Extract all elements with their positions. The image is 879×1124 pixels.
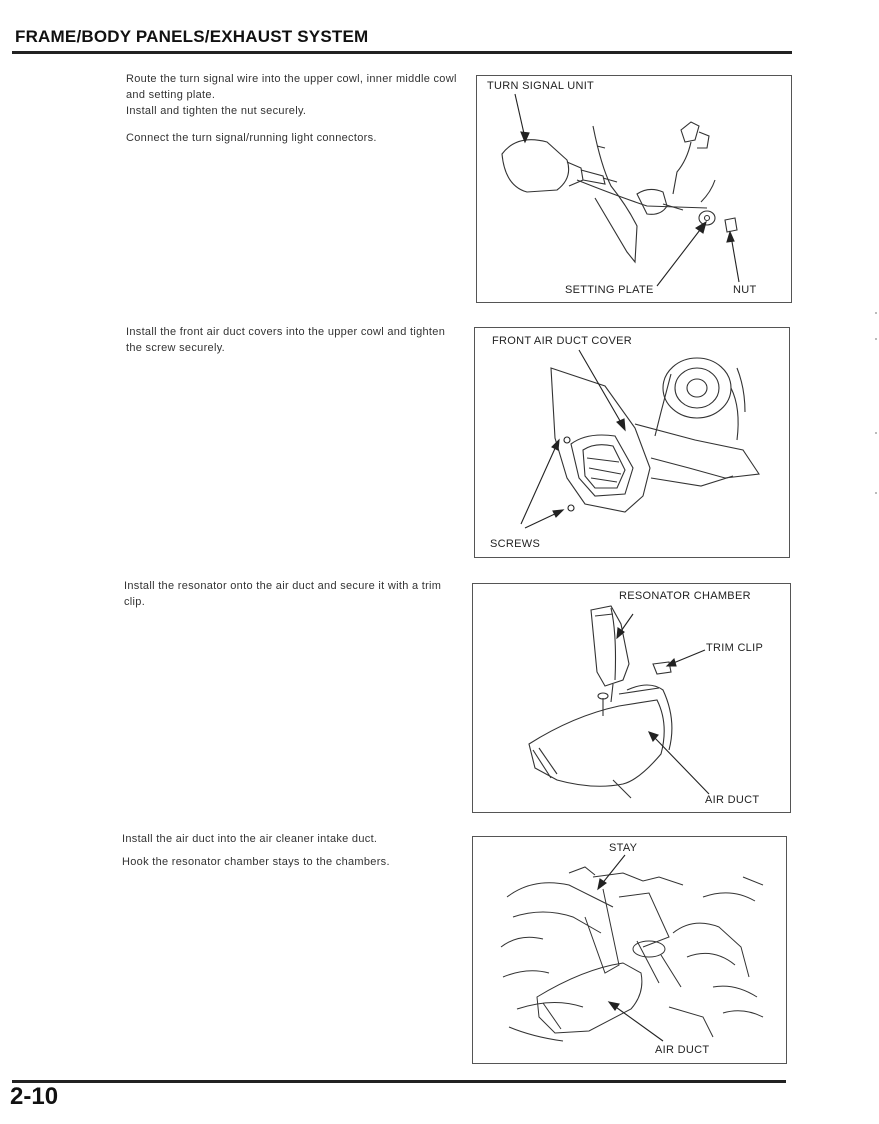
step-4-para-2: Hook the resonator chamber stays to the chambers.: [122, 856, 390, 868]
setting-plate-label: SETTING PLATE: [565, 284, 654, 296]
step-2-text: [126, 324, 462, 356]
scan-edge-mark: [875, 432, 877, 434]
step-3-text: [124, 578, 460, 610]
footer-rule: [12, 1080, 786, 1083]
front-air-duct-illustration: [475, 328, 789, 557]
air-duct-label: AIR DUCT: [705, 794, 760, 806]
scan-edge-mark: [875, 492, 877, 494]
step-1-para-3: Connect the turn signal/running light connectors.: [126, 132, 377, 144]
step-4-para-1: Install the air duct into the air cleaner intake duct.: [122, 833, 378, 845]
step-1-para-1: Route the turn signal wire into the upper cowl, inner middle cowl and setting plate.: [126, 73, 457, 101]
trim-clip-label: TRIM CLIP: [706, 642, 764, 654]
step-2-para-1: Install the front air duct covers into the upper cowl and tighten the screw securely.: [126, 326, 446, 354]
air-cleaner-figure: [472, 836, 787, 1064]
turn-signal-illustration: [477, 76, 791, 302]
step-4-text: [122, 831, 458, 870]
header-rule: [12, 51, 792, 54]
resonator-figure: [472, 583, 791, 813]
resonator-chamber-label: RESONATOR CHAMBER: [619, 590, 751, 602]
stay-label: STAY: [609, 842, 638, 854]
front-air-duct-figure: [474, 327, 790, 558]
page-number: 2-10: [10, 1083, 59, 1110]
page-title: FRAME/BODY PANELS/EXHAUST SYSTEM: [15, 27, 369, 46]
screws-label: SCREWS: [490, 538, 541, 550]
resonator-illustration: [473, 584, 790, 812]
scan-edge-mark: [875, 338, 877, 340]
nut-label: NUT: [733, 284, 757, 296]
step-3-para-1: Install the resonator onto the air duct and secure it with a trim clip.: [124, 580, 442, 608]
step-1-text: [126, 71, 462, 146]
step-1-para-2: Install and tighten the nut securely.: [126, 105, 307, 117]
air-cleaner-illustration: [473, 837, 786, 1063]
air-duct-cleaner-label: AIR DUCT: [655, 1044, 710, 1056]
scan-edge-mark: [875, 312, 877, 314]
turn-signal-figure: [476, 75, 792, 303]
front-air-duct-cover-label: FRONT AIR DUCT COVER: [492, 335, 633, 347]
turn-signal-unit-label: TURN SIGNAL UNIT: [487, 80, 595, 92]
